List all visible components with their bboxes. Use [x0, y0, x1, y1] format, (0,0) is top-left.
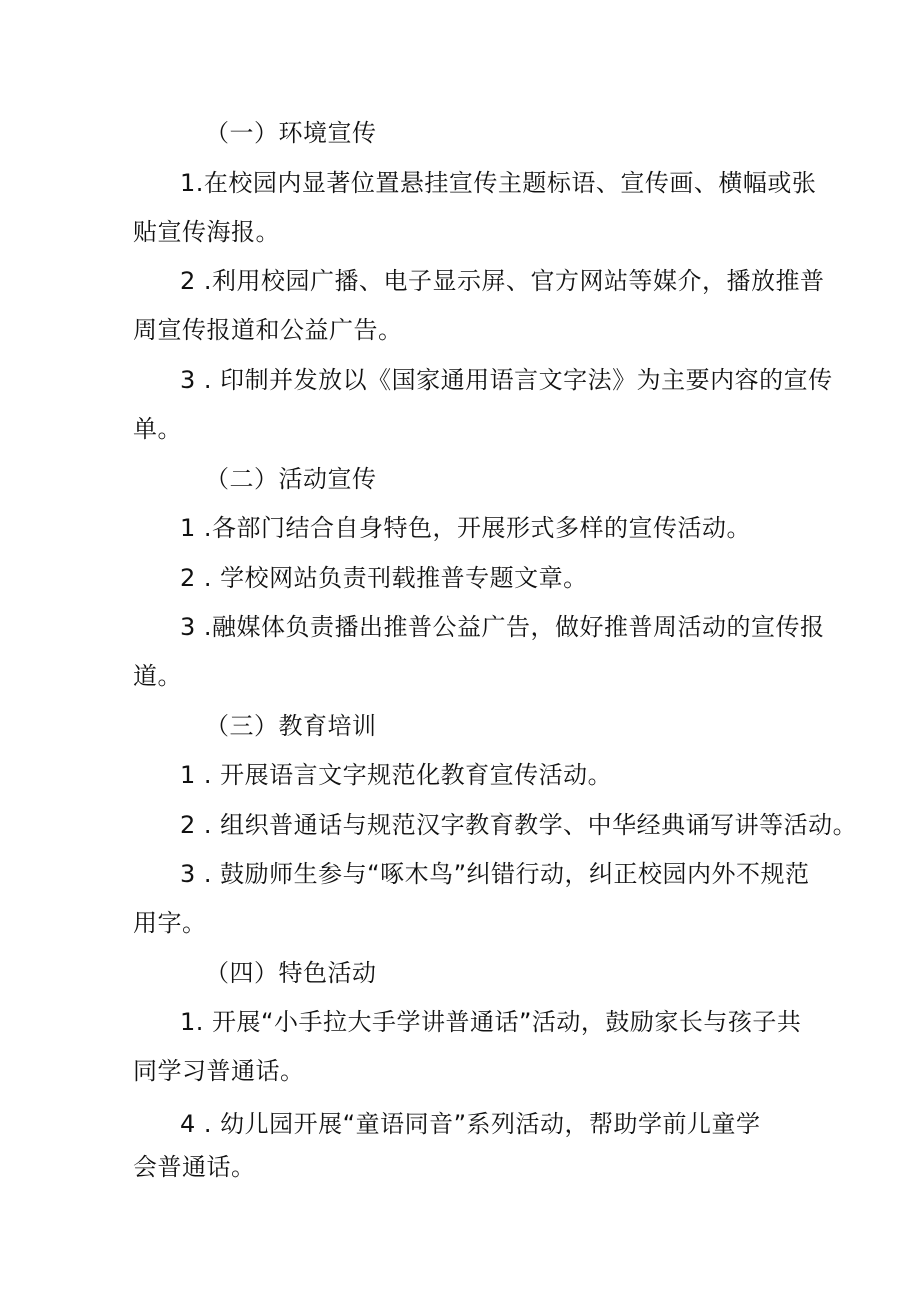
list-item-4-2: 4 . 幼儿园开展“童语同音”系列活动，帮助学前儿童学 — [180, 1110, 761, 1138]
list-item-2-2: 2 . 学校网站负责刊载推普专题文章。 — [180, 564, 588, 592]
list-item-1-3: 3 . 印制并发放以《国家通用语言文字法》为主要内容的宣传 — [180, 366, 833, 394]
list-item-1-1: 1.在校园内显著位置悬挂宣传主题标语、宣传画、横幅或张 — [180, 169, 817, 197]
list-item-2-3-cont: 道。 — [133, 662, 182, 690]
list-item-1-2: 2 .利用校园广播、电子显示屏、官方网站等媒介，播放推普 — [180, 267, 825, 295]
section-heading-4: （四）特色活动 — [205, 959, 377, 987]
list-item-4-1-cont: 同学习普通话。 — [133, 1057, 305, 1085]
list-item-1-1-cont: 贴宣传海报。 — [133, 218, 280, 246]
list-item-4-2-cont: 会普通话。 — [133, 1153, 256, 1181]
list-item-3-2: 2 . 组织普通话与规范汉字教育教学、中华经典诵写讲等活动。 — [180, 811, 858, 839]
list-item-3-1: 1 . 开展语言文字规范化教育宣传活动。 — [180, 761, 613, 789]
list-item-1-3-cont: 单。 — [133, 415, 182, 443]
list-item-3-3: 3 . 鼓励师生参与“啄木鸟”纠错行动，纠正校园内外不规范 — [180, 860, 810, 888]
section-heading-3: （三）教育培训 — [205, 712, 377, 740]
list-item-2-3: 3 .融媒体负责播出推普公益广告，做好推普周活动的宣传报 — [180, 613, 825, 641]
list-item-3-3-cont: 用字。 — [133, 909, 207, 937]
list-item-4-1: 1. 开展“小手拉大手学讲普通话”活动，鼓励家长与孩子共 — [180, 1008, 802, 1036]
section-heading-1: （一）环境宣传 — [205, 119, 377, 147]
list-item-2-1: 1 .各部门结合自身特色，开展形式多样的宣传活动。 — [180, 514, 752, 542]
section-heading-2: （二）活动宣传 — [205, 465, 377, 493]
list-item-1-2-cont: 周宣传报道和公益广告。 — [133, 316, 403, 344]
